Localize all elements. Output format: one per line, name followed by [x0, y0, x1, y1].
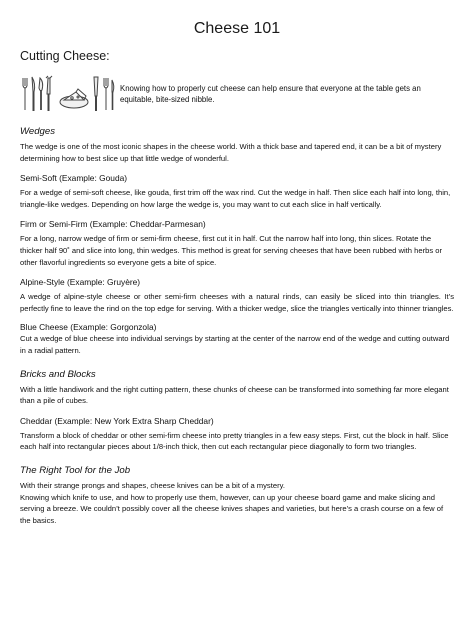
text-firm: For a long, narrow wedge of firm or semi-firm cheese, first cut it in half. Cut the narrow half into long, thin slices. Rotate the thicker half 90˚ and slice into long, thin wedges. This method is great for serving cheeses that have been rubbed with herbs or other flavorful ingredients so everyone gets a bite of spice. — [20, 234, 442, 267]
heading-right-tool: The Right Tool for the Job — [20, 464, 131, 476]
heading-wedges: Wedges — [20, 126, 56, 137]
heading-semi-soft: Semi-Soft (Example: Gouda) — [20, 173, 128, 184]
cheese-knives-and-board-icon — [20, 74, 116, 114]
text-bricks-blocks: With a little handiwork and the right cutting pattern, these chunks of cheese can be transformed into something far more elegant than a pile of cubes. — [20, 384, 449, 406]
text-right-tool: With their strange prongs and shapes, cheese knives can be a bit of a mystery. Knowing which knife to use, and how to properly use them, however, can up your cheese board game and make slicing and serving a breeze. We couldn’t possibly cover all the cheese knives shapes and varieties, but here’s a crash course on a few of the basics. — [20, 480, 444, 525]
heading-firm: Firm or Semi-Firm (Example: Cheddar-Parmesan) — [20, 219, 206, 230]
text-blue-cheese: Cut a wedge of blue cheese into individual servings by starting at the center of the narrow end of the wedge and cutting outward in a radial pattern. — [20, 334, 450, 355]
intro-row — [20, 74, 454, 114]
text-wedges: The wedge is one of the most iconic shapes in the cheese world. With a thick base and tapered end, it can be a bit of mystery determining how to best slice up that little wedge of wonderful. — [20, 142, 442, 163]
page-title: Cheese 101 — [193, 20, 281, 37]
intro-text: Knowing how to properly cut cheese can help ensure that everyone at the table gets an equitable, bite-sized nibble. — [120, 84, 421, 104]
heading-blue-cheese: Blue Cheese (Example: Gorgonzola) — [20, 322, 157, 333]
text-alpine: A wedge of alpine-style cheese or other semi-firm cheeses with a natural rinds, can easily be sliced into thin triangles. It’s perfectly fine to leave the rind on the top edge for serving. With a thicker wedge, slice the triangles vertically into thinner triangles. — [20, 292, 454, 313]
heading-cheddar: Cheddar (Example: New York Extra Sharp Cheddar) — [20, 415, 214, 426]
text-cheddar: Transform a block of cheddar or other semi-firm cheese into pretty triangles in a few easy steps. First, cut the block in half. Slice each half into rectangular pieces about 1/8-inch thick, then cut each rectangular piece diagonally to form two triangles. — [20, 430, 449, 452]
text-semi-soft: For a wedge of semi-soft cheese, like gouda, first trim off the wax rind. Cut the wedge in half. Then slice each half into long, thin, triangle-like wedges. Depending on how large the wedge is, you may want to cut each slice in half vertically. — [20, 188, 451, 209]
heading-bricks-blocks: Bricks and Blocks — [20, 368, 96, 380]
section-heading: Cutting Cheese: — [20, 49, 110, 63]
heading-alpine: Alpine-Style (Example: Gruyère) — [20, 277, 141, 288]
